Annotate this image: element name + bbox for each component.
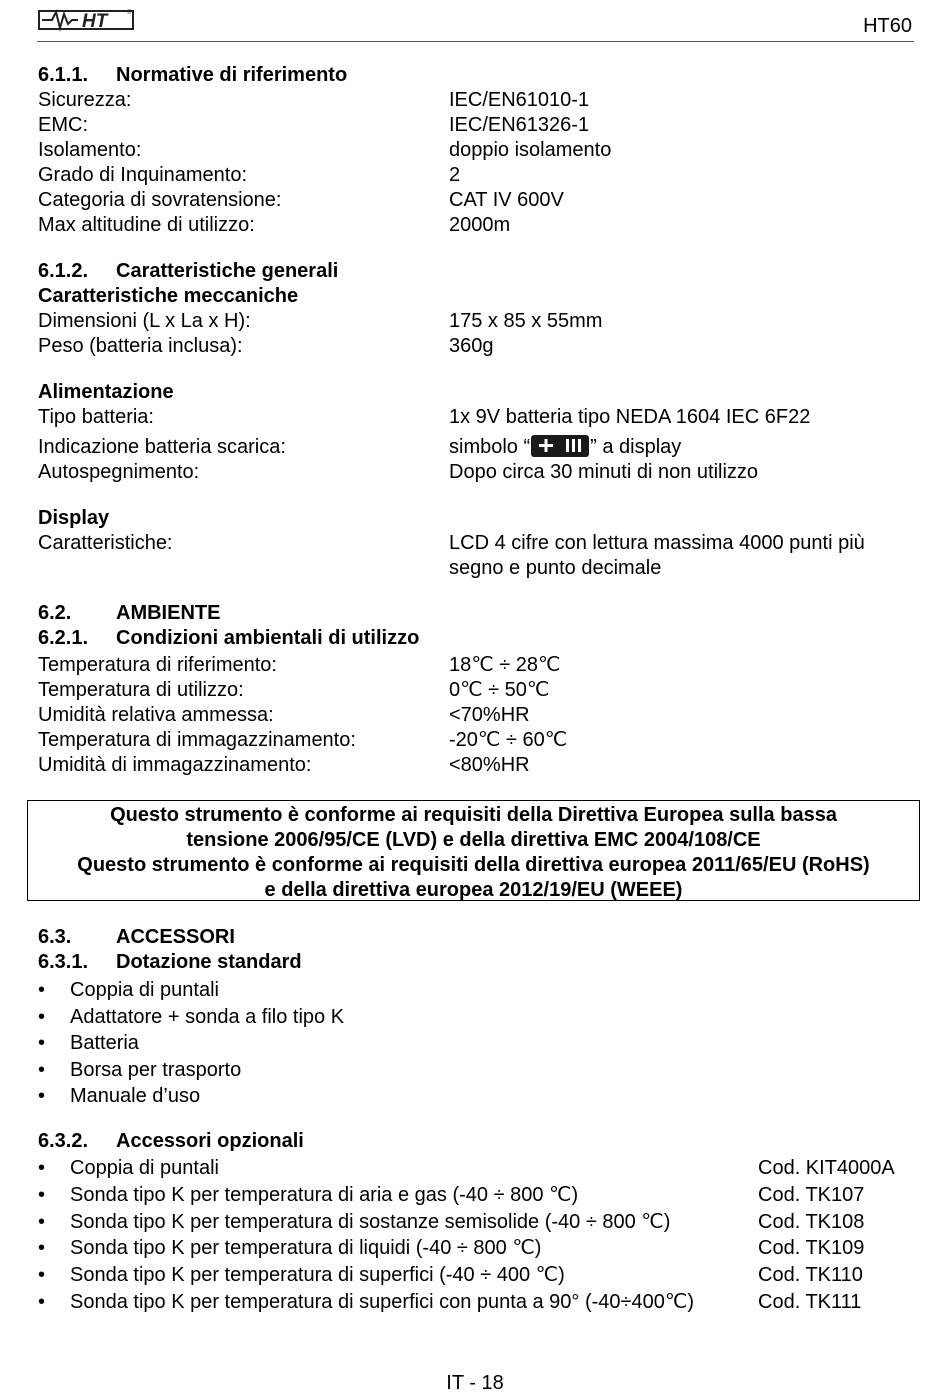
spec-value: 2000m xyxy=(449,214,511,236)
spec-value: 18℃ ÷ 28℃ xyxy=(449,654,561,676)
accessory-code: Cod. TK108 xyxy=(758,1211,865,1233)
section-heading-6-1-1: 6.1.1. Normative di riferimento xyxy=(38,64,348,86)
header-divider xyxy=(37,41,914,42)
spec-value: -20℃ ÷ 60℃ xyxy=(449,729,568,751)
spec-label: EMC: xyxy=(38,114,88,136)
accessory-code: Cod. TK111 xyxy=(758,1291,862,1313)
document-code: HT60 xyxy=(863,15,912,37)
spec-value: 0℃ ÷ 50℃ xyxy=(449,679,550,701)
spec-label: Indicazione batteria scarica: xyxy=(38,436,286,458)
accessory-code: Cod. TK110 xyxy=(758,1264,863,1286)
spec-label: Dimensioni (L x La x H): xyxy=(38,310,251,332)
spec-label: Umidità di immagazzinamento: xyxy=(38,754,312,776)
spec-value: segno e punto decimale xyxy=(449,557,662,579)
subheading-display: Display xyxy=(38,507,110,529)
spec-label: Sicurezza: xyxy=(38,89,132,111)
spec-label: Grado di Inquinamento: xyxy=(38,164,248,186)
section-heading-6-3-1: 6.3.1. Dotazione standard xyxy=(38,951,302,973)
section-heading-6-3-2: 6.3.2. Accessori opzionali xyxy=(38,1130,304,1152)
spec-label: Categoria di sovratensione: xyxy=(38,189,282,211)
spec-label: Temperatura di riferimento: xyxy=(38,654,277,676)
spec-value: IEC/EN61010-1 xyxy=(449,89,590,111)
accessory-code: Cod. TK107 xyxy=(758,1184,865,1206)
notice-line: Questo strumento è conforme ai requisiti della direttiva europea 2011/65/EU (RoHS) xyxy=(77,854,870,876)
accessory-code: Cod. KIT4000A xyxy=(758,1157,895,1179)
spec-label: Peso (batteria inclusa): xyxy=(38,335,243,357)
spec-value: <80%HR xyxy=(449,754,530,776)
spec-value: 2 xyxy=(449,164,461,186)
notice-line: Questo strumento è conforme ai requisiti della Direttiva Europea sulla bassa xyxy=(110,804,837,826)
spec-value: IEC/EN61326-1 xyxy=(449,114,590,136)
subheading-power: Alimentazione xyxy=(38,381,174,403)
spec-value: LCD 4 cifre con lettura massima 4000 punti più xyxy=(449,532,865,554)
section-heading-6-1-2: 6.1.2. Caratteristiche generali xyxy=(38,260,339,282)
section-heading-6-2-1: 6.2.1. Condizioni ambientali di utilizzo xyxy=(38,627,420,649)
page-number: IT - 18 xyxy=(446,1372,504,1394)
ht-logo xyxy=(38,4,134,34)
notice-line: e della direttiva europea 2012/19/EU (WEEE) xyxy=(264,879,683,901)
spec-label: Autospegnimento: xyxy=(38,461,200,483)
spec-value: 1x 9V batteria tipo NEDA 1604 IEC 6F22 xyxy=(449,406,811,428)
spec-label: Caratteristiche: xyxy=(38,532,173,554)
section-heading-6-3: 6.3. ACCESSORI xyxy=(38,926,235,948)
accessory-code: Cod. TK109 xyxy=(758,1237,865,1259)
spec-label: Max altitudine di utilizzo: xyxy=(38,214,255,236)
compliance-notice-box xyxy=(27,800,920,901)
svg-text:®: ® xyxy=(127,10,132,16)
spec-label: Isolamento: xyxy=(38,139,142,161)
spec-value: 175 x 85 x 55mm xyxy=(449,310,603,332)
battery-low-icon xyxy=(531,435,589,457)
spec-value: Dopo circa 30 minuti di non utilizzo xyxy=(449,461,759,483)
spec-value-low-battery: simbolo “ ” a display xyxy=(449,436,682,458)
spec-label: Temperatura di immagazzinamento: xyxy=(38,729,356,751)
spec-label: Umidità relativa ammessa: xyxy=(38,704,274,726)
notice-line: tensione 2006/95/CE (LVD) e della direttiva EMC 2004/108/CE xyxy=(186,829,761,851)
spec-value: doppio isolamento xyxy=(449,139,612,161)
svg-text:HT: HT xyxy=(82,11,108,32)
spec-label: Temperatura di utilizzo: xyxy=(38,679,244,701)
section-heading-6-2: 6.2. AMBIENTE xyxy=(38,602,221,624)
spec-label: Tipo batteria: xyxy=(38,406,154,428)
spec-value: <70%HR xyxy=(449,704,530,726)
manual-page: HT ® HT60 6.1.1. Normative di riferimento Sicurezza: IEC/EN61010-1 EMC: IEC/EN61326-1 Isolamento: doppio isolamento Grado di Inquinamento: 2 Categoria di sovratensione: CAT IV 600V Max altitudine di utilizzo: 2000m 6.1.2. Caratteristiche generali Caratteristiche meccaniche Dimensioni (L x La x H): 175 x 85 x 55mm Peso (batteria inclusa): 360g Alimentazione Tipo batteria: 1x 9V batteria tipo NEDA 1604 IEC 6F22 Indicazione batteria scarica: simbolo “ ” a display Autospegnimento: Dopo circa 30 minuti di non utilizzo Display Caratteristiche: LCD 4 cifre con lettura massima 4000 punti più segno e punto decimale 6.2. AMBIENTE 6.2.1. Condizioni ambientali di utilizzo Temperatura di riferimento: 18℃ ÷ 28℃ Temperatura di utilizzo: 0℃ ÷ 50℃ Umidità relativa ammessa: <70%HR Temperatura di immagazzinamento: -20℃ ÷ 60℃ Umidità di immagazzinamento: <80%HR Questo strumento è conforme ai requisiti della Direttiva Europea sulla bassa tensione 2006/95/CE (LVD) e della direttiva EMC 2004/108/CE Questo strumento è conforme ai requisiti della direttiva europea 2011/65/EU (RoHS) e della direttiva europea 2012/19/EU (WEEE) 6.3. ACCESSORI 6.3.1. Dotazione standard • Coppia di puntali • Adattatore + sonda a filo tipo K • Batteria • Borsa per trasporto • Manuale d’uso 6.3.2. Accessori opzionali • Coppia di puntali Cod. KIT4000A • Sonda tipo K per temperatura di aria e gas (-40 ÷ 800 ℃) Cod. TK107 • Sonda tipo K per temperatura di sostanze semisolide (-40 ÷ 800 ℃) Cod. TK108 • Sonda tipo K per temperatura di liquidi (-40 ÷ 800 ℃) Cod. TK109 • Sonda tipo K per temperatura di superfici (-40 ÷ 400 ℃) Cod. TK110 • Sonda tipo K per temperatura di superfici con punta a 90° (-40÷400℃) Cod. TK111 IT - 18 xyxy=(0,0,950,1398)
spec-value: 360g xyxy=(449,335,494,357)
spec-value: CAT IV 600V xyxy=(449,189,564,211)
subheading-mechanical: Caratteristiche meccaniche xyxy=(38,285,299,307)
